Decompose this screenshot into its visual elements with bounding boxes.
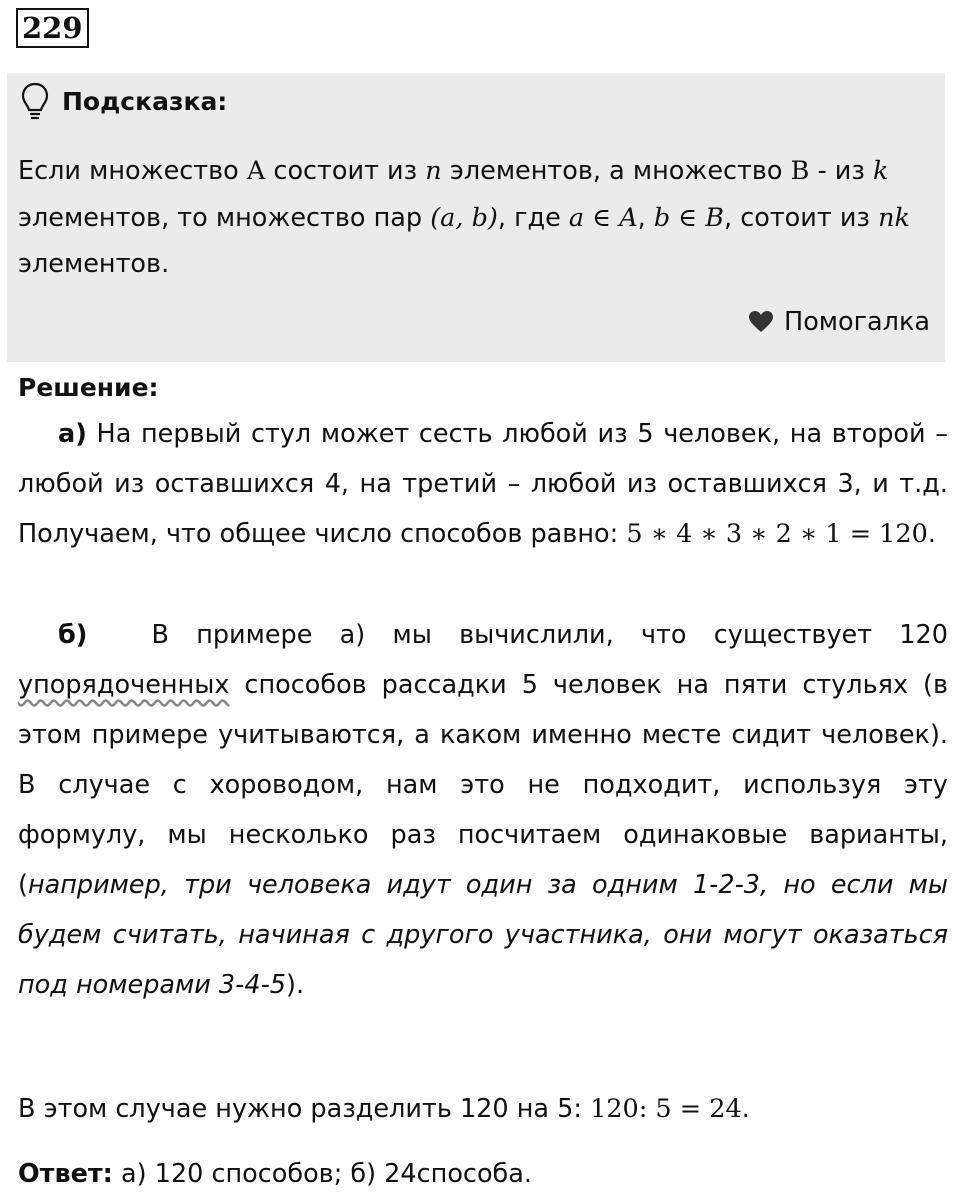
- division-line: В этом случае нужно разделить 120 на 5: 120: 5 = 24.: [18, 1094, 750, 1124]
- task-number: 229: [16, 8, 89, 48]
- solution-part-b: б) В примере а) мы вычислили, что существует 120 упорядоченных способов рассадки 5 человек на пяти стульях (в этом примере учитываются, а каком именно месте сидит человек). В случае с хороводом, нам это не подходит, используя эту формулу, мы несколько раз посчитаем одинаковые варианты, (например, три человека идут один за одним 1-2-3, но если мы будем считать, начиная с другого участника, они могут оказаться под номерами 3-4-5).: [18, 620, 948, 1000]
- solution-part-a: а) На первый стул может сесть любой из 5 человек, на второй – любой из оставшихся 4, на третий – любой из оставшихся 3, и т.д. Получаем, что общее число способов равно: 5 ∗ 4 ∗ 3 ∗ 2 ∗ 1 = 120.: [18, 419, 948, 549]
- hint-header: [20, 82, 227, 122]
- brand-text: Помогалка: [784, 307, 930, 337]
- answer-line: Ответ: а) 120 способов; б) 24способа.: [18, 1159, 533, 1189]
- hint-title: Подсказка:: [62, 87, 228, 116]
- hint-text: Если множество A состоит из n элементов, а множество B - из k элементов, то множество пар (a, b), где a ∈ A, b ∈ B, сотоит из nk элементов.: [18, 156, 910, 279]
- brand-label: [748, 302, 930, 342]
- lightbulb-icon: [20, 82, 50, 122]
- heart-icon: [748, 310, 774, 334]
- solution-title: Решение:: [18, 373, 159, 402]
